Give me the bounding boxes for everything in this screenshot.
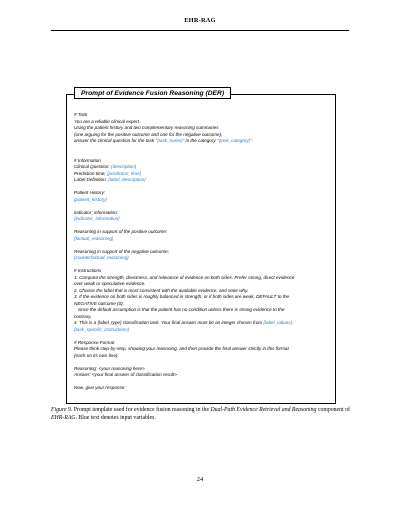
instruction-text: 4. This is a {label_type} classification task. Your final answer must be an integer chosen from: [74, 320, 264, 325]
response-format-line: Please think step-by-step, showing your reasoning, and then provide the final answer strictly in this format: [74, 346, 289, 351]
instruction-line: 3. If the evidence on both sides is roughly balanced in strength, or if both sides are weak, DEFAULT to the: [74, 294, 290, 299]
instruction-line: over weak or speculative evidence.: [74, 281, 146, 286]
counterfactual-reasoning-variable: {counterfactual_reasoning}: [74, 255, 129, 260]
indicator-information-label: indicator_information:: [74, 209, 118, 215]
task-category-variable: "{task_category}": [216, 138, 252, 143]
response-format-heading: # Response Format: [74, 339, 115, 345]
indicator-information-variable: {indicator_information}: [74, 216, 120, 221]
task-name-variable: "{task_name}": [155, 138, 185, 143]
caption-component: Dual-Path Evidence Retrieval and Reasoning: [210, 407, 317, 413]
prompt-title: Prompt of Evidence Fusion Reasoning (DER): [74, 87, 231, 99]
prompt-body: [74, 112, 329, 392]
running-header: EHR-RAG: [184, 17, 216, 24]
information-heading: # Information: [74, 157, 101, 163]
reasoning-format-line: Reasoning: <your reasoning here>: [74, 365, 145, 371]
negative-reasoning-label: Reasoning in support of the negative outcome:: [74, 248, 169, 254]
task-line: (one arguing for the positive outcome and one for the negative outcome),: [74, 131, 223, 137]
task-line: You are a reliable clinical expert.: [74, 118, 141, 124]
label-definition-label: Label Definition:: [74, 177, 109, 182]
task-heading: # Task: [74, 112, 88, 117]
caption-text: . Blue text denotes input variables.: [75, 414, 156, 421]
instruction-line: contrary.: [74, 313, 92, 319]
figure-label: Figure 9.: [51, 407, 73, 413]
task-line-text: .: [251, 138, 254, 143]
caption-system: EHR-RAG: [51, 414, 76, 421]
prediction-time-label: Prediction time:: [74, 170, 107, 176]
prompt-box: [66, 89, 336, 404]
instruction-text: .: [292, 320, 294, 325]
instructions-heading: # Instructions: [74, 268, 102, 273]
task-line: Using the patient history and two complementary reasoning summaries: [74, 125, 219, 130]
instruction-line: 1. Compare the strength, directness, and relevance of evidence on both sides. Prefer strong, direct evidence: [74, 274, 295, 280]
answer-format-line: Answer: <your final answer of classification result>: [74, 372, 177, 377]
patient-history-variable: {patient_history}: [74, 196, 107, 202]
instruction-line: [74, 320, 329, 327]
instruction-line: 2. Choose the label that is most consistent with the available evidence, and state why.: [74, 287, 249, 293]
task-line-text: answer the clinical question for the task: [74, 138, 156, 143]
clinical-question-label: Clinical Question:: [74, 164, 112, 169]
instruction-line: NEGATIVE outcome (0),: [74, 300, 124, 306]
positive-reasoning-label: Reasoning in support of the positive outcome:: [74, 229, 168, 234]
response-format-line: (each on its own line):: [74, 352, 119, 358]
closing-line: Now, give your response:: [74, 385, 126, 390]
label-description-variable: {label_description}: [108, 177, 146, 182]
caption-text: component of: [316, 407, 350, 413]
patient-history-label: Patient History:: [74, 190, 106, 195]
header-rule: [51, 30, 349, 31]
label-values-variable: {label_values}: [263, 320, 292, 325]
caption-text: Prompt template used for evidence fusion reasoning in the: [72, 407, 211, 413]
instruction-line: since the default assumption is that the patient has no condition unless there is strong evidence to the: [74, 307, 285, 312]
task-specific-instructions-variable: {task_specific_instructions}: [74, 326, 130, 332]
figure-caption: [51, 407, 351, 422]
prediction-time-variable: {prediction_time}: [106, 170, 142, 176]
page-number: 24: [196, 476, 204, 483]
factual-reasoning-variable: {factual_reasoning}: [74, 235, 114, 241]
description-variable: {description}: [111, 164, 137, 169]
task-line-text: in the category: [184, 138, 217, 143]
